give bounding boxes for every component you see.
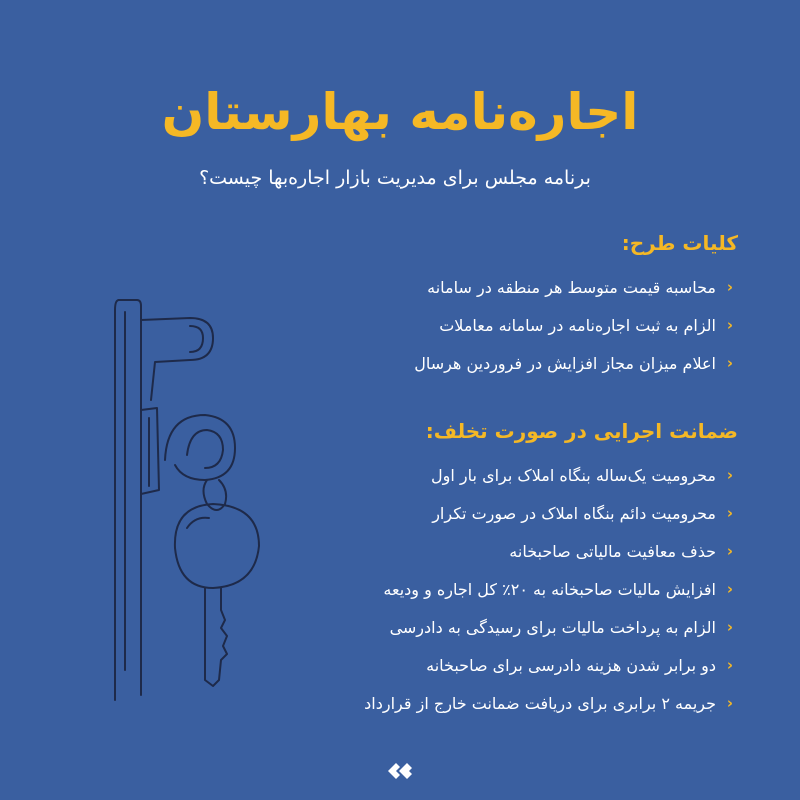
list-item-text: افزایش مالیات صاحبخانه به ۲۰٪ کل اجاره و ودیعه [383,579,716,599]
list-item-text: محرومیت دائم بنگاه املاک در صورت تکرار [432,503,716,523]
chevron-left-icon: ‹ [726,504,734,522]
list-item [268,456,738,494]
list-item-text: جریمه ۲ برابری برای دریافت ضمانت خارج از قرارداد [364,693,716,713]
chevron-left-icon: ‹ [726,618,734,636]
chevron-left-icon: ‹ [726,466,734,484]
chevron-left-icon: ‹ [726,542,734,560]
list-item-text: دو برابر شدن هزینه دادرسی برای صاحبخانه [426,655,716,675]
list-item-text: اعلام میزان مجاز افزایش در فروردین هرسال [414,353,716,373]
list-item [268,344,738,382]
brand-logo [386,760,414,782]
list-item-text: محرومیت یک‌ساله بنگاه املاک برای بار اول [431,465,716,485]
list-item-text: الزام به ثبت اجاره‌نامه در سامانه معاملات [439,315,716,335]
item-list [268,268,738,382]
section-heading: کلیات طرح: [621,231,738,255]
list-item [268,532,738,570]
list-item [268,268,738,306]
chevron-left-icon: ‹ [726,278,734,296]
section-enforcement [268,414,738,722]
chevron-left-icon: ‹ [726,694,734,712]
list-item [268,306,738,344]
item-list [268,456,738,722]
list-item [268,570,738,608]
page-subtitle: برنامه مجلس برای مدیریت بازار اجاره‌بها چیست؟ [199,167,591,189]
list-item-text: حذف معافیت مالیاتی صاحبخانه [509,541,716,561]
list-item [268,646,738,684]
list-item [268,494,738,532]
section-plan-overview [268,226,738,382]
chevron-left-icon: ‹ [726,656,734,674]
list-item-text: محاسبه قیمت متوسط هر منطقه در سامانه [427,277,716,297]
list-item [268,684,738,722]
section-heading: ضمانت اجرایی در صورت تخلف: [425,419,738,443]
page-title: اجاره‌نامه بهارستان [161,83,639,141]
chevron-left-icon: ‹ [726,316,734,334]
chevron-left-icon: ‹ [726,354,734,372]
door-key-illustration [95,290,295,710]
list-item-text: الزام به پرداخت مالیات برای رسیدگی به دادرسی [389,617,716,637]
list-item [268,608,738,646]
chevron-left-icon: ‹ [726,580,734,598]
